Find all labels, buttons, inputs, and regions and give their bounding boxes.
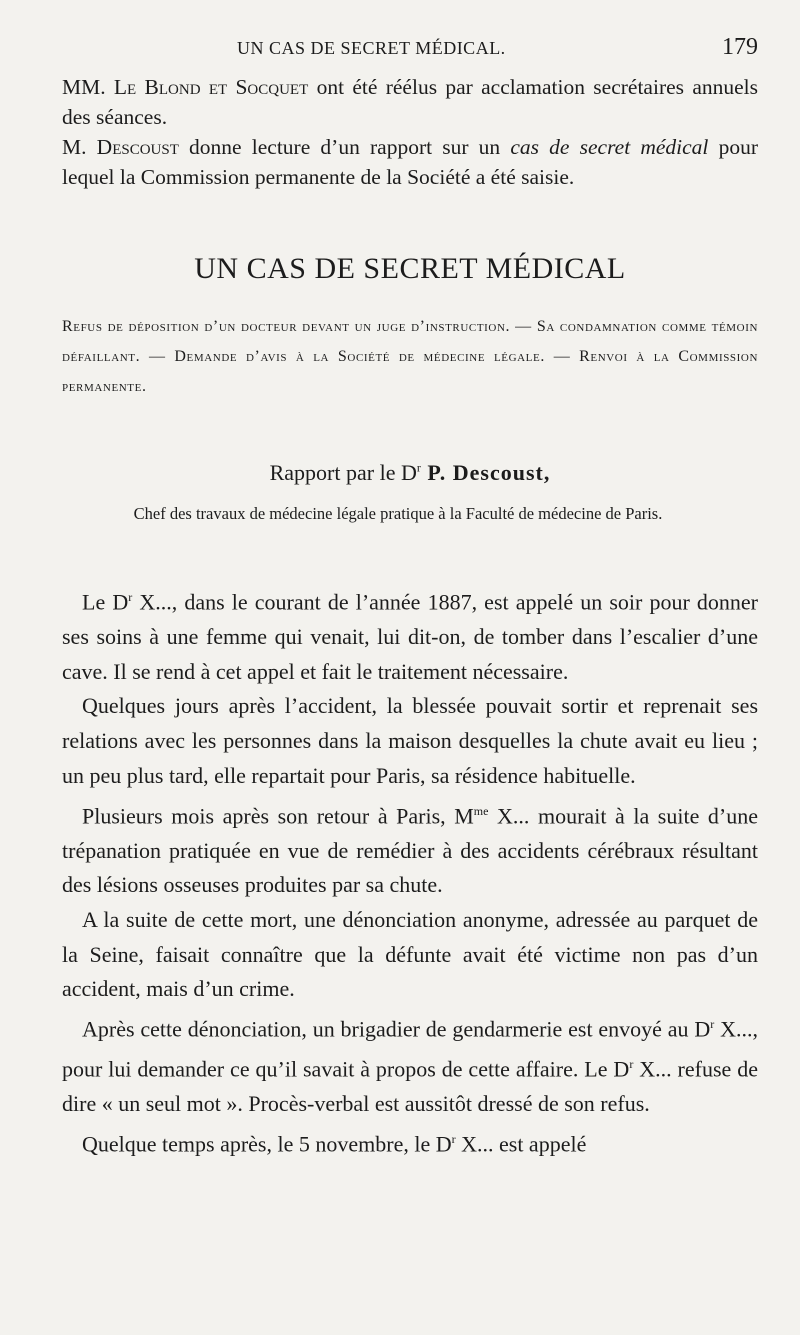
body-paragraph-4: A la suite de cette mort, une dénonciation anonyme, adressée au parquet de la Seine, faisait connaître que la défunte avait été victime non pas d’un accident, mais d’un crime. xyxy=(62,906,758,1002)
body-paragraph-2: Quelques jours après l’accident, la blessée pouvait sortir et reprenait ses relations avec les personnes dans la maison desquelles la chute avait eu lieu ; un peu plus tard, elle repartait pour Paris, sa résidence habituelle. xyxy=(62,693,758,788)
running-head-title: UN CAS DE SECRET MÉDICAL. xyxy=(237,38,506,58)
author-affiliation: Chef des travaux de médecine légale pratique à la Faculté de médecine de Paris. xyxy=(133,504,663,523)
intro-section xyxy=(62,72,758,192)
secretary-names: Le Blond et Socquet xyxy=(113,75,309,99)
author-name: P. Descoust, xyxy=(420,460,551,485)
article-summary: Refus de déposition d’un docteur devant un juge d’instruction. — Sa condamnation comme témoin défaillant. — Demande d’avis à la Société de médecine légale. — Renvoi à la Commission permanente. xyxy=(62,318,758,395)
report-body xyxy=(62,580,758,1162)
byline: Rapport par le $D^r$ P. Descoust, xyxy=(269,460,551,485)
body-paragraph-5: Après cette dénonciation, un brigadier de gendarmerie est envoyé au $D^r$ X..., pour lui demander ce qu’il savait à propos de cette affaire. Le $D^r$ X... refuse de dire « un seul mot ». Procès-verbal est aussitôt dressé de son refus. xyxy=(62,1016,759,1117)
article-heading: UN CAS DE SECRET MÉDICAL xyxy=(194,252,626,285)
reporter-name: Descoust xyxy=(96,135,179,159)
body-paragraph-3: Plusieurs mois après son retour à Paris, $M^{me}$ X... mourait à la suite d’une trépanation pratiquée en vue de remédier à des accidents cérébraux résultant des lésions osseuses produites par sa chute. xyxy=(62,802,758,898)
body-paragraph-6: Quelque temps après, le 5 novembre, le $D^r$ X... est appelé xyxy=(82,1131,587,1157)
running-head xyxy=(62,34,758,64)
intro-paragraph-1: MM. Le Blond et Socquet ont été réélus par acclamation secrétaires annuels des séances. xyxy=(62,75,758,129)
page-number: 179 xyxy=(722,34,758,60)
report-title-italic: cas de secret médical xyxy=(510,135,709,159)
intro-paragraph-2: M. Descoust donne lecture d’un rapport sur un cas de secret médical pour lequel la Commission permanente de la Société a été saisie. xyxy=(62,135,758,189)
body-paragraph-1: Le $D^r$ X..., dans le courant de l’année 1887, est appelé un soir pour donner ses soins à une femme qui venait, lui dit-on, de tomber dans l’escalier d’une cave. Il se rend à cet appel et fait le traitement nécessaire. xyxy=(62,589,759,684)
